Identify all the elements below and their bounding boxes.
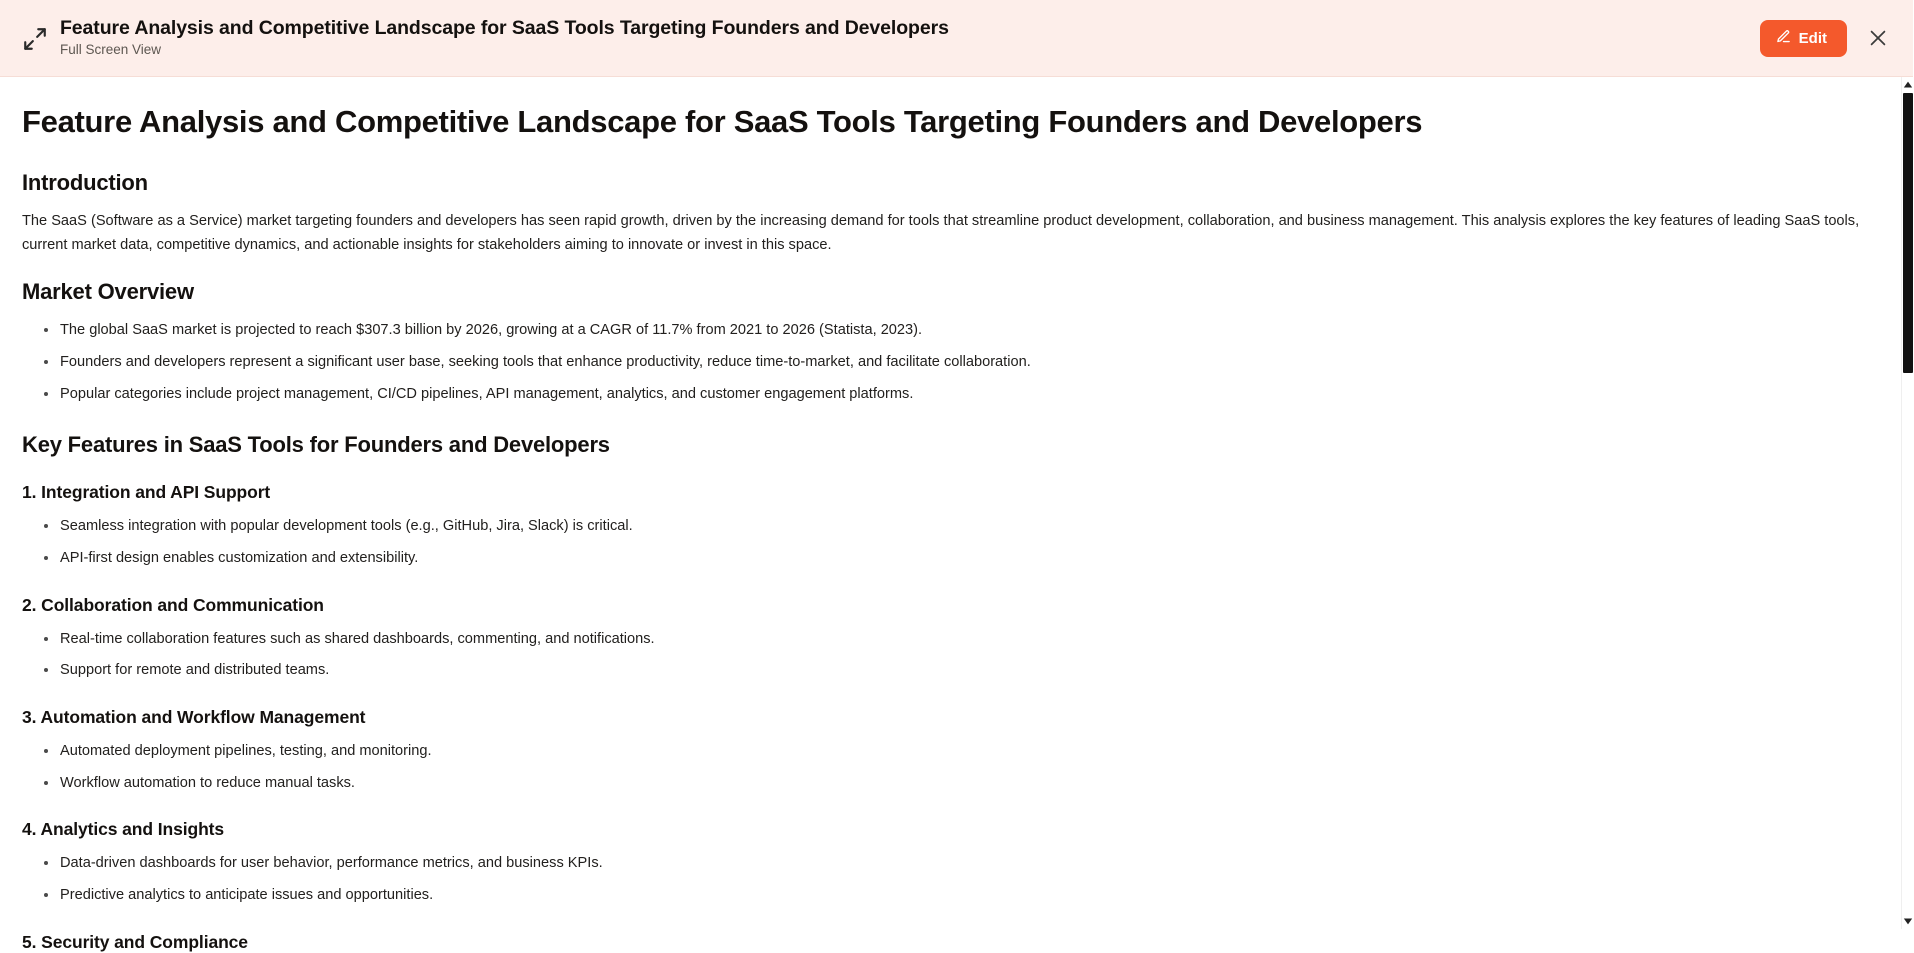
feature-list-2 [22,628,1865,683]
feature-list-3 [22,740,1865,795]
scrollbar-thumb[interactable] [1903,93,1913,373]
expand-arrows-icon[interactable] [22,26,48,52]
section-heading-market-overview: Market Overview [22,279,194,305]
list-item: Automated deployment pipelines, testing, and monitoring. [44,740,1865,764]
list-item: Seamless integration with popular development tools (e.g., GitHub, Jira, Slack) is critical. [44,515,1865,539]
section-heading-key-features: Key Features in SaaS Tools for Founders and Developers [22,432,610,458]
list-item: API-first design enables customization and extensibility. [44,547,1865,571]
market-overview-list [22,319,1865,406]
list-item: Real-time collaboration features such as shared dashboards, commenting, and notifications. [44,628,1865,652]
page-title: Feature Analysis and Competitive Landscape for SaaS Tools Targeting Founders and Developers [22,104,1423,139]
window-header [0,0,1913,77]
vertical-scrollbar[interactable] [1901,77,1913,929]
edit-button-label: Edit [1798,29,1827,47]
pencil-icon [1776,29,1791,48]
list-item: Founders and developers represent a significant user base, seeking tools that enhance productivity, reduce time-to-market, and facilitate collaboration. [44,351,1865,375]
document-scroll-area[interactable] [0,77,1913,952]
list-item: The global SaaS market is projected to reach $307.3 billion by 2026, growing at a CAGR of 11.7% from 2021 to 2026 (Statista, 2023). [44,319,1865,343]
section-heading-introduction: Introduction [22,170,148,196]
list-item: Data-driven dashboards for user behavior, performance metrics, and business KPIs. [44,852,1865,876]
window-subtitle: Full Screen View [60,42,162,58]
feature-heading-3: 3. Automation and Workflow Management [22,706,366,727]
window-title: Feature Analysis and Competitive Landscape for SaaS Tools Targeting Founders and Developers [60,16,949,39]
feature-heading-2: 2. Collaboration and Communication [22,594,324,615]
feature-heading-1: 1. Integration and API Support [22,482,271,503]
feature-heading-5: 5. Security and Compliance [22,931,248,952]
header-actions [1760,20,1891,57]
introduction-paragraph: The SaaS (Software as a Service) market targeting founders and developers has seen rapid growth, driven by the increasing demand for tools that streamline product development, collaboration, and business management. This analysis explores the key features of leading SaaS tools, current market data, competitive dynamics, and actionable insights for stakeholders aiming to innovate or invest in this space. [22,213,1860,253]
feature-list-4 [22,852,1865,907]
edit-button[interactable] [1760,20,1847,57]
feature-heading-4: 4. Analytics and Insights [22,819,225,840]
chevron-up-icon[interactable] [1902,79,1914,91]
list-item: Workflow automation to reduce manual tasks. [44,772,1865,796]
window-header-text [60,18,949,58]
feature-list-1 [22,515,1865,570]
list-item: Predictive analytics to anticipate issues and opportunities. [44,884,1865,908]
close-icon[interactable] [1865,25,1891,51]
chevron-down-icon[interactable] [1902,915,1914,927]
list-item: Popular categories include project management, CI/CD pipelines, API management, analytics, and customer engagement platforms. [44,383,1865,407]
list-item: Support for remote and distributed teams. [44,659,1865,683]
document-content [0,77,1895,952]
